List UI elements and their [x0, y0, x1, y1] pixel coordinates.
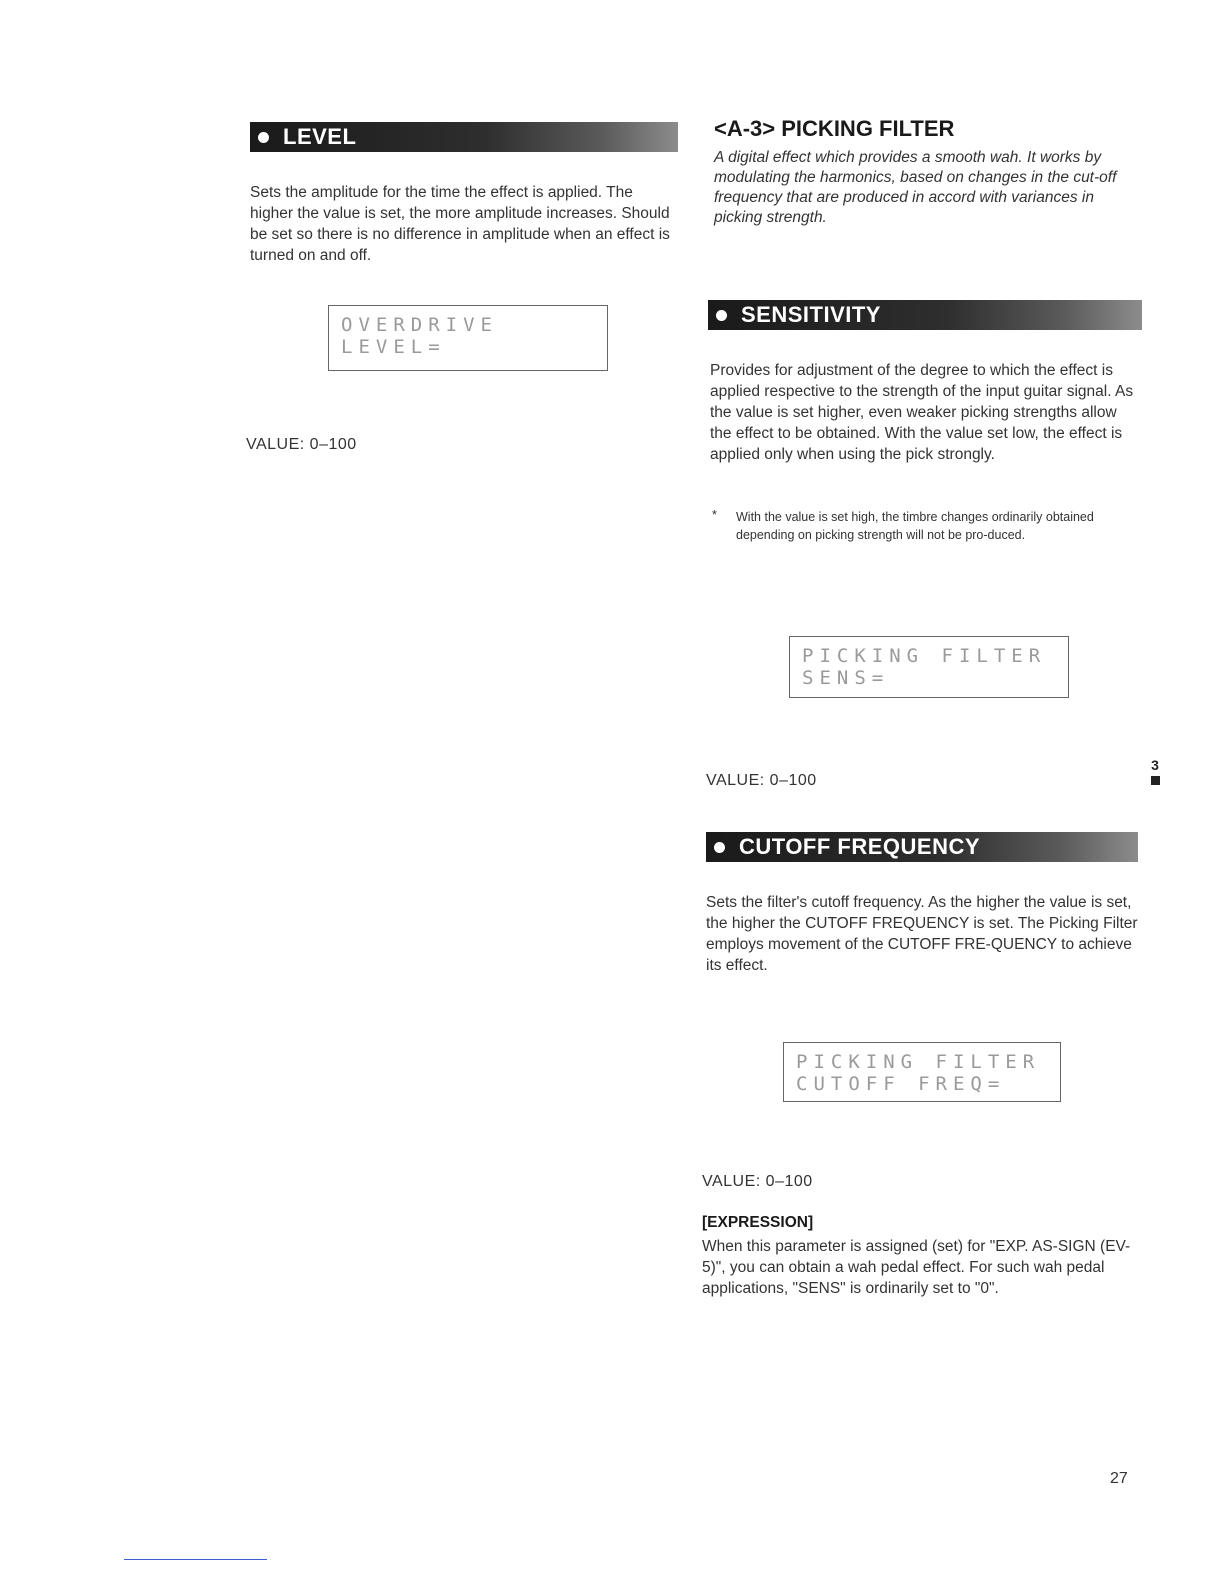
bullet-dot-icon [714, 842, 725, 853]
lcd-picking-filter-freq [783, 1042, 1061, 1102]
sensitivity-description: Provides for adjustment of the degree to which the effect is applied respective to the strength of the input guitar signal. As the value is set higher, even weaker picking strengths allow the effect to be obtained. With the value set low, the effect is applied only when using the pick strongly. [710, 362, 1134, 463]
lcd-overdrive-level [328, 305, 608, 371]
sensitivity-note: With the value is set high, the timbre changes ordinarily obtained depending on picking strength will not be pro-duced. [736, 510, 1094, 542]
level-banner-label: LEVEL [283, 124, 357, 149]
footer-rule [124, 1559, 267, 1560]
expression-description: When this parameter is assigned (set) for "EXP. AS-SIGN (EV-5)", you can obtain a wah pedal effect. For such wah pedal applications, "SENS" is ordinarily set to "0". [702, 1238, 1131, 1297]
freq-value-range: VALUE: 0–100 [702, 1173, 813, 1190]
note-bullet: * [712, 508, 717, 522]
picking-filter-intro: A digital effect which provides a smooth wah. It works by modulating the harmonics, based on changes in the cut-off frequency that are produced in accord with variances in picking strength. [714, 149, 1117, 226]
cutoff-frequency-banner [706, 832, 1138, 862]
chapter-number: 3 [1151, 757, 1159, 773]
lcd-picking-filter-sens [789, 636, 1069, 698]
sens-value-range: VALUE: 0–100 [706, 772, 817, 789]
expression-heading: [EXPRESSION] [702, 1214, 814, 1231]
lcd-line-1: PICKING FILTER [802, 645, 1047, 667]
lcd-line-2: LEVEL= [341, 336, 446, 358]
chapter-index-mark [1150, 758, 1160, 785]
section-heading: <A-3> PICKING FILTER [714, 116, 955, 141]
level-value-range: VALUE: 0–100 [246, 436, 357, 453]
sensitivity-banner [708, 300, 1142, 330]
level-banner [250, 122, 678, 152]
index-tab-square [1151, 776, 1160, 785]
lcd-line-2: CUTOFF FREQ= [796, 1073, 1006, 1095]
sensitivity-banner-label: SENSITIVITY [741, 302, 881, 327]
level-description: Sets the amplitude for the time the effect is applied. The higher the value is set, the more amplitude increases. Should be set so there is no difference in amplitude when an effect is turned on and off. [250, 184, 670, 264]
lcd-line-1: PICKING FILTER [796, 1051, 1041, 1073]
bullet-dot-icon [258, 132, 269, 143]
page-number: 27 [1110, 1470, 1128, 1487]
cutoff-banner-label: CUTOFF FREQUENCY [739, 834, 981, 859]
lcd-line-2: SENS= [802, 667, 890, 689]
bullet-dot-icon [716, 310, 727, 321]
cutoff-description: Sets the filter's cutoff frequency. As the higher the value is set, the higher the CUTOFF FREQUENCY is set. The Picking Filter employs movement of the CUTOFF FRE-QUENCY to achieve its effect. [706, 894, 1138, 974]
lcd-line-1: OVERDRIVE [341, 314, 498, 336]
